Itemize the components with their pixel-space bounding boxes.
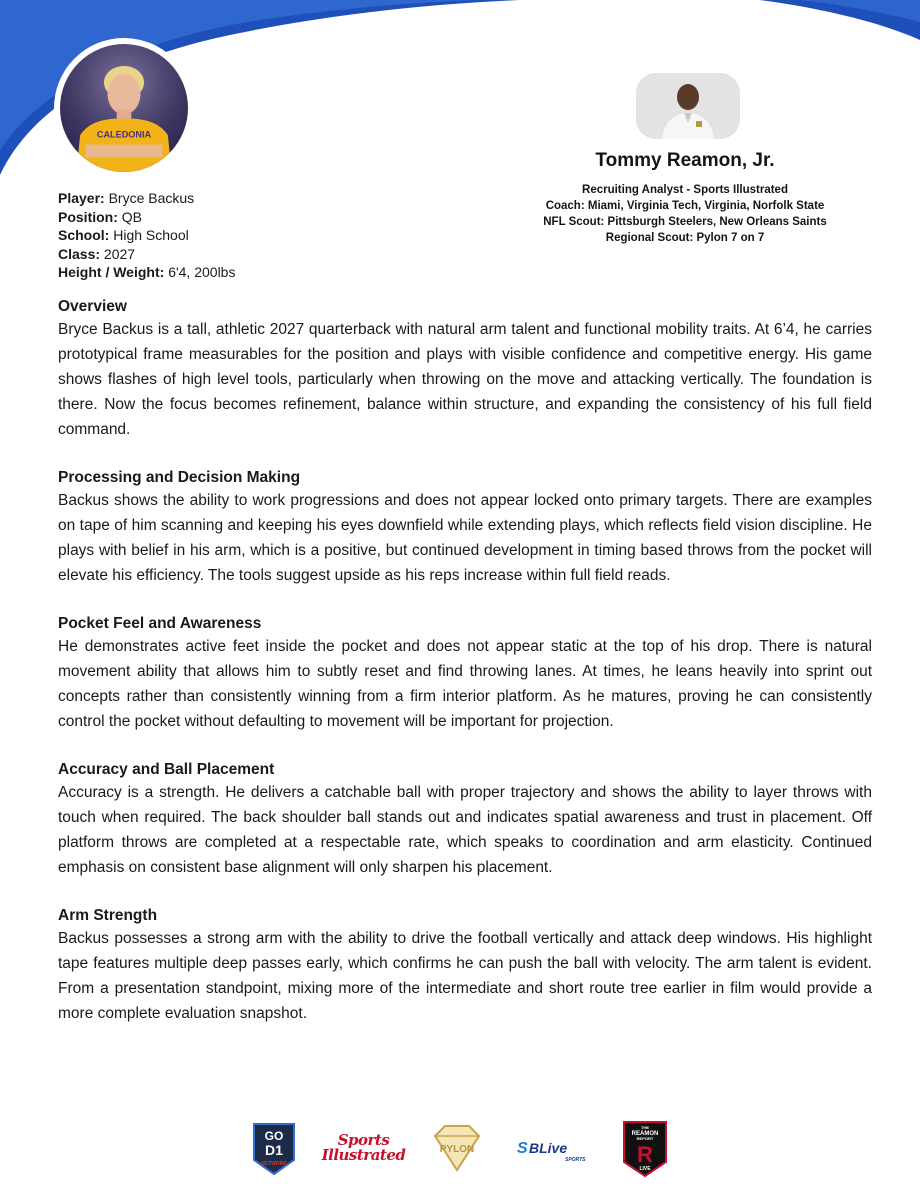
player-position-row: Position: QB	[58, 208, 143, 225]
svg-text:GO: GO	[264, 1129, 284, 1143]
go-d1-network-logo	[250, 1120, 298, 1176]
svg-text:NETWORK: NETWORK	[261, 1161, 287, 1167]
svg-text:LIVE: LIVE	[639, 1166, 651, 1172]
analyst-credential-line: Regional Scout: Pylon 7 on 7	[605, 232, 765, 244]
player-name-row: Player: Bryce Backus	[58, 190, 195, 206]
report-content	[58, 296, 872, 1051]
section-body: Backus shows the ability to work progressions and does not appear locked onto primary targets. There are examples on tape of him scanning and keeping his eyes downfield while extending plays, which reflects field vision discipline. He plays with belief in his arm, which is a positive, but continued development in timing based throws from the pocket will elevate his efficiency. The tools suggest upside as his reps increase within full field reads.	[58, 492, 872, 584]
pylon-logo	[429, 1122, 485, 1174]
section-body: He demonstrates active feet inside the pocket and does not appear static at the top of his drop. There is natural movement ability that allows him to subtly reset and find throwing lanes. At times, he leans heavily into sprint out concepts rather than consistently winning from a firm interior platform. As he matures, proving he can consistently control the pocket without defaulting to movement will be important for projection.	[58, 638, 872, 730]
section-body: Bryce Backus is a tall, athletic 2027 quarterback with natural arm talent and functional mobility traits. At 6’4, he carries prototypical frame measurables for the position and plays with visible confidence and competitive energy. His game shows flashes of high level tools, particularly when throwing on the move and attacking vertically. The foundation is there. Now the focus becomes refinement, balance within structure, and expanding the consistency of his full field command.	[58, 321, 872, 438]
sports-illustrated-logo: Sports Illustrated	[321, 1131, 406, 1164]
analyst-credentials	[490, 182, 880, 246]
analyst-name: Tommy Reamon, Jr.	[595, 150, 775, 171]
player-height-weight-row: Height / Weight: 6'4, 200lbs	[58, 264, 236, 280]
section-heading: Accuracy and Ball Placement	[58, 761, 275, 778]
svg-text:REPORT: REPORT	[636, 1136, 654, 1141]
svg-text:SPORTS: SPORTS	[564, 1157, 585, 1163]
analyst-photo	[636, 73, 740, 139]
svg-text:CALEDONIA: CALEDONIA	[96, 129, 152, 140]
section-body: Backus possesses a strong arm with the ability to drive the football vertically and attack deep windows. His highlight tape features multiple deep passes early, which confirms he can push the ball with velocity. The arm talent is evident. From a presentation standpoint, mixing more of the intermediate and short route tree earlier in film would provide a more complete evaluation snapshot.	[58, 930, 872, 1022]
svg-text:THE: THE	[641, 1125, 649, 1130]
footer-logos	[250, 1118, 670, 1178]
svg-text:D1: D1	[265, 1142, 283, 1158]
section-processing	[58, 467, 872, 588]
section-arm-strength	[58, 905, 872, 1026]
player-info	[58, 189, 235, 282]
player-school-row: School: High School	[58, 227, 189, 243]
section-overview	[58, 296, 872, 442]
player-class-row: Class: 2027	[58, 245, 136, 262]
analyst-credential-line: NFL Scout: Pittsburgh Steelers, New Orleans Saints	[543, 216, 827, 228]
analyst-credential-line: Coach: Miami, Virginia Tech, Virginia, Norfolk State	[545, 200, 825, 212]
svg-text:R: R	[637, 1142, 653, 1167]
player-photo	[54, 38, 194, 178]
section-heading: Overview	[58, 298, 127, 315]
analyst-credential-line: Recruiting Analyst - Sports Illustrated	[582, 184, 788, 196]
section-heading: Processing and Decision Making	[58, 469, 301, 486]
svg-text:BLive: BLive	[528, 1140, 567, 1156]
reamon-report-logo	[620, 1118, 670, 1178]
sblive-sports-logo	[515, 1133, 591, 1163]
svg-text:PYLON: PYLON	[439, 1144, 475, 1155]
section-accuracy	[58, 759, 872, 880]
svg-text:REAMON: REAMON	[631, 1131, 659, 1137]
section-body: Accuracy is a strength. He delivers a catchable ball with proper trajectory and shows the ability to layer throws with touch when required. The back shoulder ball stands out and indicates spatial awareness and trust in placement. Off platform throws are completed at a respectable rate, which speaks to coordination and arm elasticity. Continued emphasis on consistent base alignment will only sharpen his placement.	[58, 784, 872, 876]
section-pocket-feel	[58, 613, 872, 734]
svg-text:S: S	[516, 1140, 528, 1157]
section-heading: Pocket Feel and Awareness	[58, 615, 262, 632]
section-heading: Arm Strength	[58, 907, 158, 924]
